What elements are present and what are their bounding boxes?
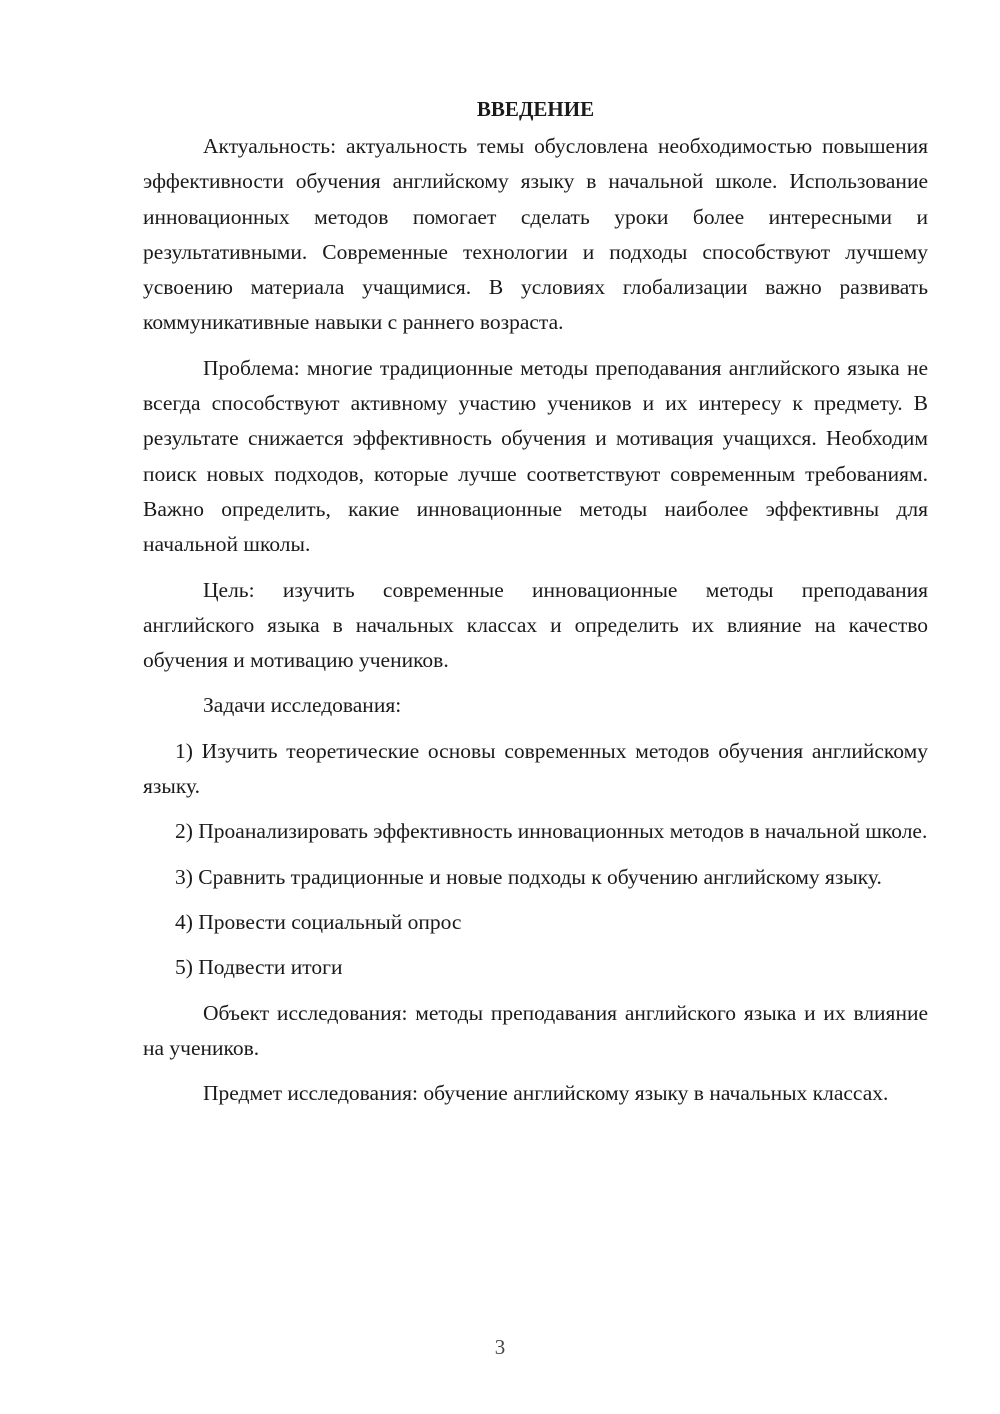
paragraph-relevance: Актуальность: актуальность темы обусловлена необходимостью повышения эффективности обучения английскому языку в начальной школе. Использование инновационных методов помогает сделать уроки более интересными и результативными. Современные технологии и подходы способствуют лучшему усвоению материала учащимися. В условиях глобализации важно развивать коммуникативные навыки с раннего возраста. (143, 134, 928, 335)
page-number: 3 (494, 1335, 506, 1359)
paragraph-object: Объект исследования: методы преподавания английского языка и их влияние на учеников. (143, 1000, 928, 1060)
task-item: 5) Подвести итоги (175, 955, 343, 980)
tasks-list (143, 734, 928, 986)
task-item: 2) Проанализировать эффективность инновационных методов в начальной школе. (175, 819, 928, 844)
tasks-heading: Задачи исследования: (203, 693, 402, 718)
paragraph-goal: Цель: изучить современные инновационные методы преподавания английского языка в начальных классах и определить их влияние на качество обучения и мотивацию учеников. (143, 577, 928, 673)
paragraph-problem: Проблема: многие традиционные методы преподавания английского языка не всегда способствуют активному участию учеников и их интересу к предмету. В результате снижается эффективность обучения и мотивация учащихся. Необходим поиск новых подходов, которые лучше соответствуют современным требованиям. Важно определить, какие инновационные методы наиболее эффективны для начальной школы. (143, 355, 928, 557)
task-item: 3) Сравнить традиционные и новые подходы к обучению английскому языку. (175, 864, 882, 889)
document-page (143, 92, 928, 1121)
paragraph-subject: Предмет исследования: обучение английскому языку в начальных классах. (203, 1081, 889, 1106)
task-item: 1) Изучить теоретические основы современных методов обучения английскому языку. (143, 738, 928, 799)
page-title: ВВЕДЕНИЕ (476, 97, 595, 121)
task-item: 4) Провести социальный опрос (175, 909, 462, 934)
